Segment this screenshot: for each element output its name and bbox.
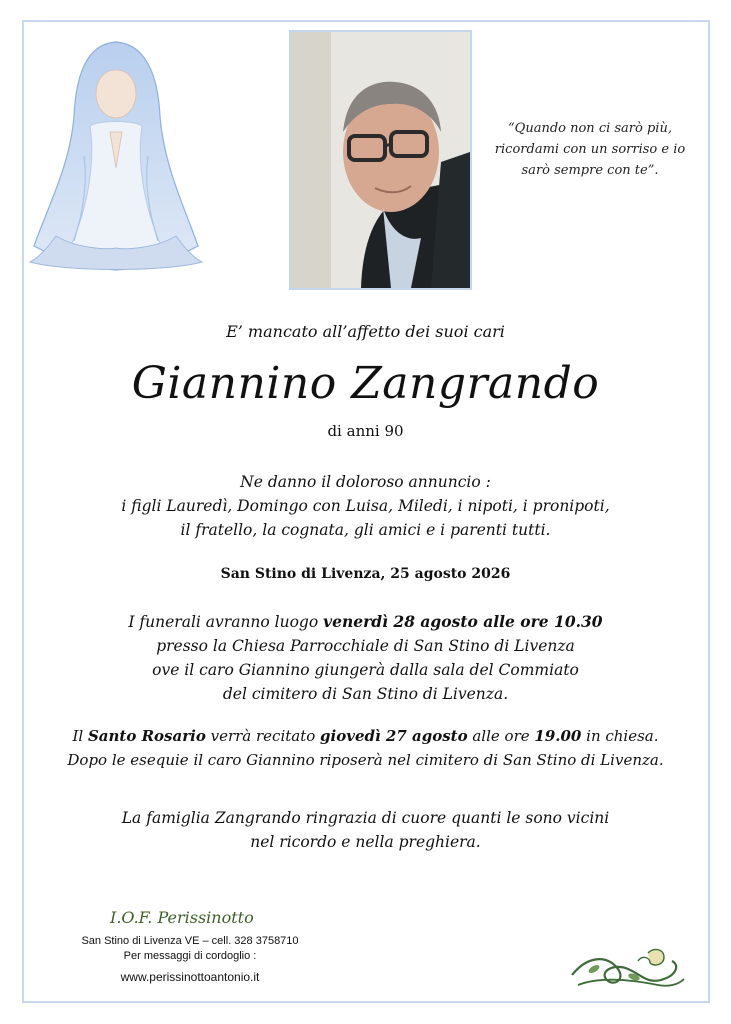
funeral-details: [60, 610, 671, 706]
rosary-date: giovedì 27 agosto: [320, 727, 468, 745]
agency-name: I.O.F. Perissinotto: [110, 908, 254, 927]
quote-line: “Quando non ci sarò più,: [508, 121, 672, 136]
agency-messages: Per messaggi di cordoglio :: [123, 950, 257, 962]
burial-line: Dopo le esequie il caro Giannino riposerà nel cimitero di San Stino di Livenza.: [67, 751, 664, 769]
funeral-datetime: venerdì 28 agosto alle ore 10.30: [323, 612, 603, 631]
announcement-line: Ne danno il doloroso annuncio :: [240, 473, 491, 491]
funeral-line-2: presso la Chiesa Parrocchiale di San Stino di Livenza: [156, 637, 575, 655]
funeral-line-1: [60, 610, 671, 634]
thanks-line: nel ricordo e nella preghiera.: [250, 833, 481, 851]
rosary-text: Il: [72, 727, 88, 745]
floral-flourish-icon: [568, 945, 688, 991]
rosary-text: verrà recitato: [205, 727, 321, 745]
place-date: San Stino di Livenza, 25 agosto 2026: [220, 566, 511, 582]
deceased-name: Giannino Zangrando: [131, 358, 600, 409]
funeral-line-4: del cimitero di San Stino di Livenza.: [222, 685, 509, 703]
rosary-text: in chiesa.: [581, 727, 659, 745]
funeral-line-3: ove il caro Giannino giungerà dalla sala del Commiato: [152, 661, 579, 679]
rosary-details: [40, 724, 691, 772]
quote-line: ricordami con un sorriso e io: [494, 142, 686, 157]
agency-website-link[interactable]: www.perissinottoantonio.it: [120, 970, 260, 984]
thanks-line: La famiglia Zangrando ringrazia di cuore quanti le sono vicini: [121, 809, 610, 827]
rosary-text: alle ore: [467, 727, 535, 745]
announcement-line: il fratello, la cognata, gli amici e i parenti tutti.: [180, 521, 551, 539]
rosary-title: Santo Rosario: [87, 727, 206, 745]
family-thanks: [60, 806, 671, 854]
memorial-quote: [490, 118, 690, 181]
madonna-illustration: [26, 36, 206, 276]
agency-address: San Stino di Livenza VE – cell. 328 3758710: [81, 935, 299, 947]
agency-contact: [40, 934, 340, 964]
portrait-photo: [289, 30, 472, 290]
announcement-block: [60, 470, 671, 542]
quote-line: sarò sempre con te”.: [521, 163, 659, 178]
rosary-line-1: [40, 724, 691, 748]
announcement-line: i figli Lauredì, Domingo con Luisa, Miledi, i nipoti, i pronipoti,: [121, 497, 610, 515]
intro-text: E’ mancato all’affetto dei suoi cari: [226, 322, 505, 341]
rosary-time: 19.00: [534, 727, 582, 745]
funeral-text: I funerali avranno luogo: [128, 613, 324, 631]
deceased-age: di anni 90: [327, 422, 404, 440]
